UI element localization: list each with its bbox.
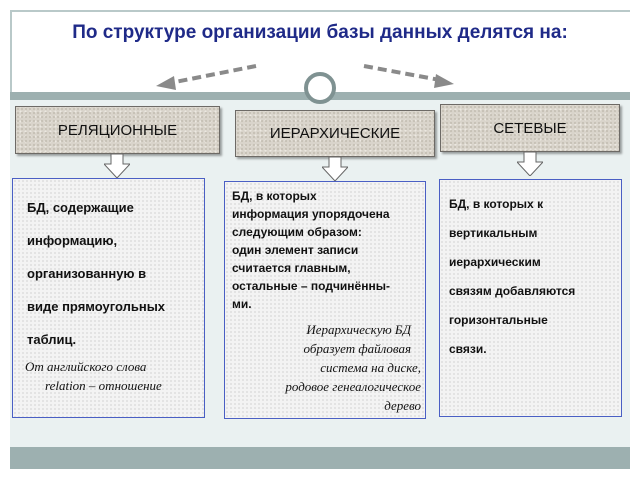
desc-relational [12, 178, 205, 418]
desc-line: БД, в которых [232, 189, 317, 203]
desc-line: связям добавляются [449, 284, 576, 298]
desc-line: информация упорядочена [232, 207, 390, 221]
header-relational [15, 106, 220, 154]
header-relational-label: РЕЛЯЦИОННЫЕ [57, 121, 178, 139]
desc-hierarchical [224, 181, 426, 419]
connector-ring [306, 74, 334, 102]
desc-hierarchical-main [232, 187, 390, 313]
desc-line: вертикальным [449, 226, 538, 240]
desc-network [439, 179, 622, 417]
dashed-arrow-right [364, 66, 440, 80]
dashed-arrow-left-head [156, 76, 176, 90]
desc-line: ми. [232, 297, 252, 311]
desc-line: связи. [449, 342, 487, 356]
dashed-arrow-left [170, 66, 256, 83]
desc-line: виде прямоугольных [27, 299, 166, 314]
desc-line: таблиц. [27, 332, 77, 347]
desc-line: БД, в которых к [449, 197, 544, 211]
connector-graphic [0, 0, 640, 110]
desc-line: иерархическим [449, 255, 541, 269]
desc-network-main [449, 190, 575, 364]
header-network [440, 104, 620, 152]
desc-line: один элемент записи [232, 243, 359, 257]
desc-line: горизонтальные [449, 313, 548, 327]
desc-line: БД, содержащие [27, 200, 134, 215]
desc-relational-note [25, 357, 201, 395]
dashed-arrow-right-head [434, 74, 454, 88]
desc-line: считается главным, [232, 261, 351, 275]
footer-band [10, 447, 630, 469]
desc-hierarchical-note [225, 320, 421, 415]
note-line: Иерархическую БД [306, 322, 411, 337]
note-line: система на диске, [320, 360, 421, 375]
desc-line: информацию, [27, 233, 118, 248]
desc-line: следующим образом: [232, 225, 362, 239]
header-hierarchical [235, 110, 435, 157]
down-arrow-hierarchical [322, 157, 348, 181]
note-line: образует файловая [303, 341, 411, 356]
down-arrow-network [517, 152, 543, 176]
note-line: От английского слова [25, 359, 147, 374]
desc-relational-main [27, 191, 165, 356]
desc-line: остальные – подчинённы- [232, 279, 390, 293]
note-line: relation – отношение [45, 378, 162, 393]
down-arrow-relational [104, 154, 130, 178]
note-line: дерево [384, 398, 421, 413]
header-hierarchical-label: ИЕРАРХИЧЕСКИЕ [269, 125, 401, 142]
slide-title: По структуре организации базы данных делятся на: [72, 22, 568, 43]
header-network-label: СЕТЕВЫЕ [493, 119, 567, 137]
desc-line: организованную в [27, 266, 147, 281]
note-line: родовое генеалогическое [285, 379, 421, 394]
